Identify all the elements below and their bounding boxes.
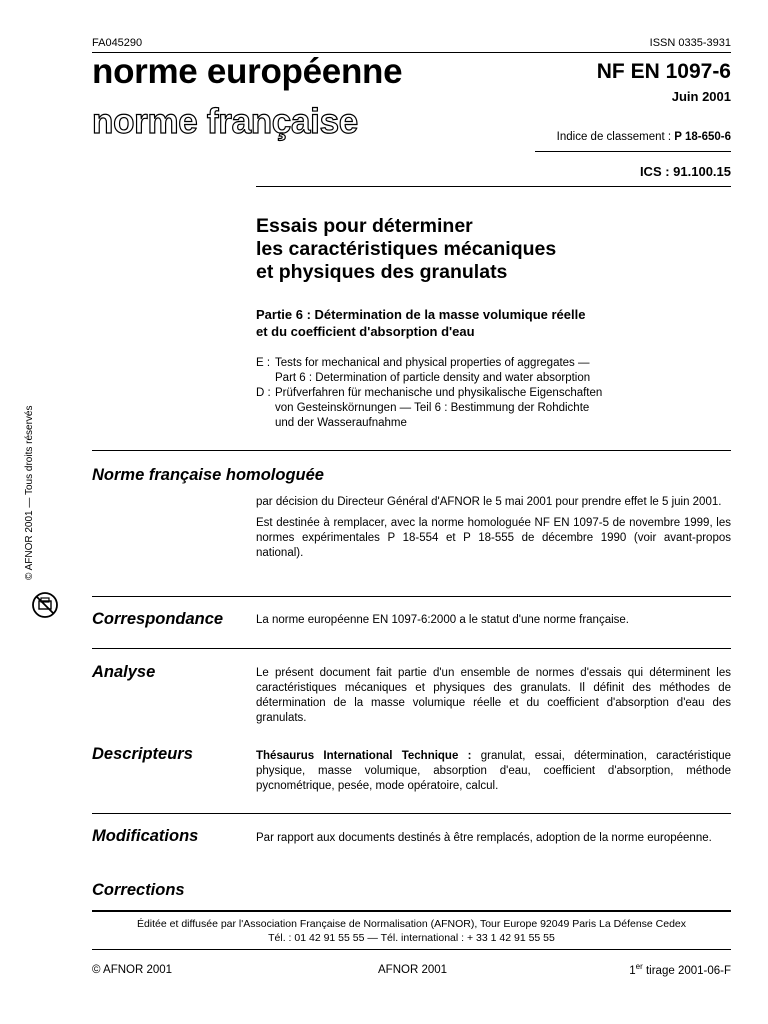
section-title-descripteurs: Descripteurs — [92, 745, 193, 763]
translations — [256, 356, 696, 431]
no-photocopy-icon — [30, 590, 60, 620]
footer-rule — [92, 949, 731, 950]
translation-line: Prüfverfahren für mechanische und physikalische Eigenschaften — [275, 387, 603, 399]
section-body-modifications: Par rapport aux documents destinés à être remplacés, adoption de la norme européenne. — [256, 832, 712, 844]
ics-rule — [256, 186, 731, 187]
section-body-correspondance: La norme européenne EN 1097-6:2000 a le statut d'une norme française. — [256, 614, 629, 626]
title-line: Essais pour déterminer — [256, 215, 473, 237]
copyright-sidebar: © AFNOR 2001 — Tous droits réservés — [24, 405, 35, 580]
section-body-analyse: Le présent document fait partie d'un ensemble de normes d'essais qui déterminent les caractéristiques mécaniques et physiques des granulats. Il définit des méthodes de détermination de la masse volumique réelle et du coefficient d'absorption d'eau des granulats. — [256, 667, 731, 724]
translation-german — [256, 386, 696, 431]
publisher-phone: Tél. : 01 42 91 55 55 — Tél. international : + 33 1 42 91 55 55 — [268, 931, 555, 944]
title-norme-europeenne: norme européenne — [92, 52, 403, 91]
section-body-homologuee — [256, 495, 731, 567]
lang-code: D : — [256, 387, 271, 399]
paragraph: par décision du Directeur Général d'AFNOR le 5 mai 2001 pour prendre effet le 5 juin 2001. — [256, 496, 722, 508]
section-body-descripteurs — [256, 749, 731, 794]
footer-center: AFNOR 2001 — [378, 964, 448, 976]
section-rule — [92, 813, 731, 814]
part-title-line: Partie 6 : Détermination de la masse volumique réelle — [256, 307, 586, 322]
footer-copyright: © AFNOR 2001 — [92, 964, 173, 976]
indice-value: P 18-650-6 — [674, 131, 731, 143]
publication-date: Juin 2001 — [671, 89, 731, 104]
footer-tirage — [629, 962, 731, 977]
translation-line: Part 6 : Determination of particle density and water absorption — [275, 372, 591, 384]
tirage-superscript: er — [635, 962, 643, 971]
paragraph: Est destinée à remplacer, avec la norme homologuée NF EN 1097-5 de novembre 1999, les normes expérimentales P 18-554 et P 18-555 de décembre 1990 (voir avant-propos national). — [256, 517, 731, 559]
section-title-analyse: Analyse — [92, 663, 156, 681]
title-line: les caractéristiques mécaniques — [256, 238, 557, 260]
document-title — [256, 215, 556, 284]
part-title-line: et du coefficient d'absorption d'eau — [256, 323, 475, 339]
section-rule — [92, 648, 731, 649]
part-title — [256, 307, 585, 340]
translation-line: von Gesteinskörnungen — Teil 6 : Bestimmung der Rohdichte — [275, 402, 590, 414]
section-rule — [92, 450, 731, 451]
section-title-correspondance: Correspondance — [92, 610, 224, 628]
footer-rule — [92, 910, 731, 912]
indice-rule — [535, 151, 731, 152]
tirage-number: 1 — [629, 964, 636, 977]
translation-english — [256, 356, 696, 386]
thesaurus-label: Thésaurus International Technique : — [256, 750, 472, 762]
standard-number: NF EN 1097-6 — [596, 60, 731, 83]
publisher-line: Éditée et diffusée par l'Association Française de Normalisation (AFNOR), Tour Europe 92049 Paris La Défense Cedex — [136, 918, 687, 930]
lang-code: E : — [256, 357, 271, 369]
document-reference: FA045290 — [92, 37, 143, 49]
section-rule — [92, 596, 731, 597]
indice-label: Indice de classement : — [556, 131, 672, 143]
publisher-info — [92, 918, 731, 945]
section-title-homologuee: Norme française homologuée — [92, 466, 324, 484]
translation-line: und der Wasseraufnahme — [275, 417, 407, 429]
indice-classement — [557, 131, 731, 143]
tirage-text: tirage 2001-06-F — [642, 964, 731, 977]
section-title-corrections: Corrections — [92, 881, 185, 899]
descriptor-list: granulat, essai, détermination, caractéristique physique, masse volumique, absorption d'eau, coefficient d'absorption, méthode pycnométrique, pesée, mode opératoire, calcul. — [256, 750, 732, 792]
title-line: et physiques des granulats — [256, 261, 508, 283]
translation-line: Tests for mechanical and physical properties of aggregates — — [275, 357, 590, 369]
title-norme-francaise: norme française — [92, 102, 358, 141]
section-title-modifications: Modifications — [92, 827, 199, 845]
ics-code: ICS : 91.100.15 — [639, 164, 731, 179]
issn: ISSN 0335-3931 — [649, 37, 731, 49]
